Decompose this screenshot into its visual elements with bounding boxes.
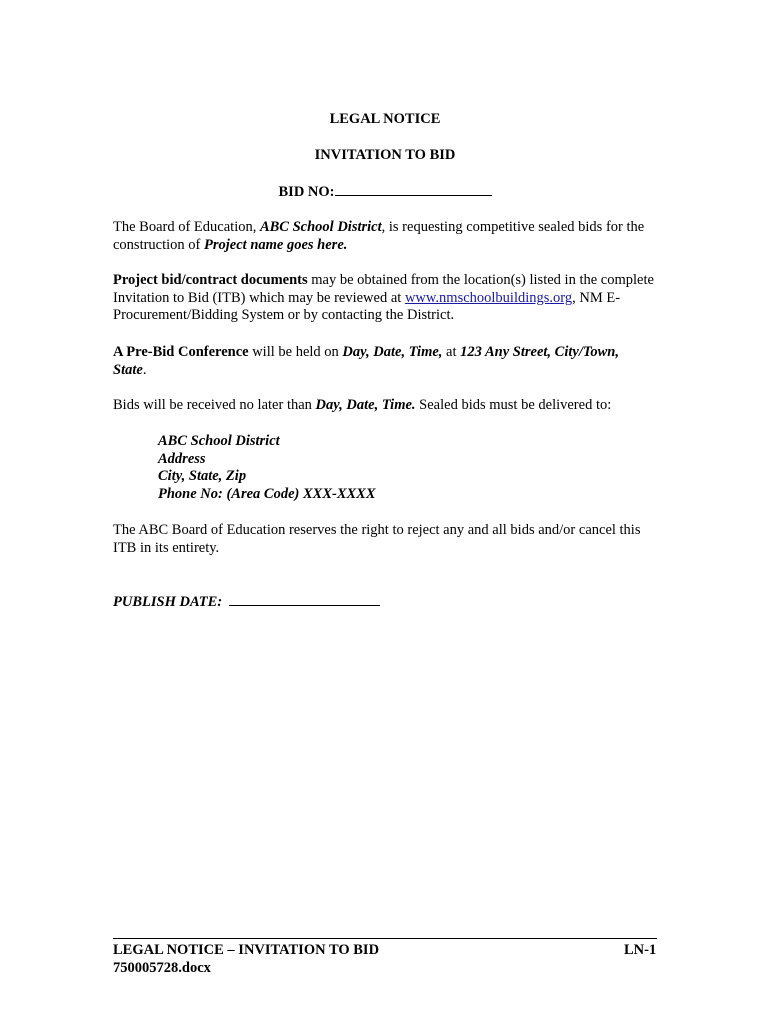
bid-number-line [0, 183, 770, 201]
delivery-address [158, 433, 376, 503]
page-subtitle: INVITATION TO BID [314, 147, 456, 163]
bid-number-label: BID NO: [278, 184, 335, 200]
footer-filename: 750005728.docx [113, 960, 211, 976]
intro-text-2: , is requesting competitive sealed bids for the construction of [113, 219, 645, 253]
prebid-paragraph [113, 344, 658, 379]
project-name: Project name goes here. [204, 236, 348, 253]
district-name: ABC School District [259, 219, 382, 235]
footer-page-ref: LN-1 [624, 942, 657, 958]
prebid-state: State [113, 361, 143, 378]
deadline-text-2: Sealed bids must be delivered to: [415, 397, 612, 413]
documents-lead: Project bid/contract documents [113, 272, 308, 288]
publish-date-blank [229, 593, 380, 606]
bid-number-blank [335, 183, 492, 196]
publish-date-line [113, 593, 658, 612]
prebid-lead: A Pre-Bid Conference [113, 344, 249, 360]
documents-text: may be obtained from the location(s) listed in the complete Invitation to Bid (ITB) which may be reviewed at [113, 272, 654, 306]
documents-text-2: , NM E-Procurement/Bidding System or by contacting the District. [113, 289, 621, 323]
prebid-location: 123 Any Street, City/Town, [460, 344, 619, 360]
prebid-when: Day, Date, Time, [342, 344, 443, 360]
website-link[interactable]: www.nmschoolbuildings.org [404, 289, 573, 306]
prebid-at: at [442, 344, 461, 360]
footer-divider [113, 938, 657, 939]
address-district: ABC School District [158, 433, 280, 449]
address-street: Address [158, 450, 206, 467]
address-city: City, State, Zip [158, 468, 247, 485]
publish-date-label: PUBLISH DATE: [113, 594, 223, 610]
intro-text: The Board of Education, [113, 219, 260, 235]
address-phone: Phone No: (Area Code) XXX-XXXX [158, 485, 376, 502]
intro-paragraph [113, 219, 658, 254]
prebid-text: will be held on [248, 344, 343, 360]
deadline-text: Bids will be received no later than [113, 397, 316, 413]
page-title: LEGAL NOTICE [329, 111, 441, 127]
reserve-paragraph: The ABC Board of Education reserves the right to reject any and all bids and/or cancel this ITB in its entirety. [113, 522, 641, 556]
deadline-paragraph [113, 397, 658, 415]
footer-title: LEGAL NOTICE – INVITATION TO BID [113, 942, 380, 958]
prebid-period: . [142, 361, 147, 378]
deadline-when: Day, Date, Time. [315, 397, 416, 413]
documents-paragraph [113, 272, 658, 325]
